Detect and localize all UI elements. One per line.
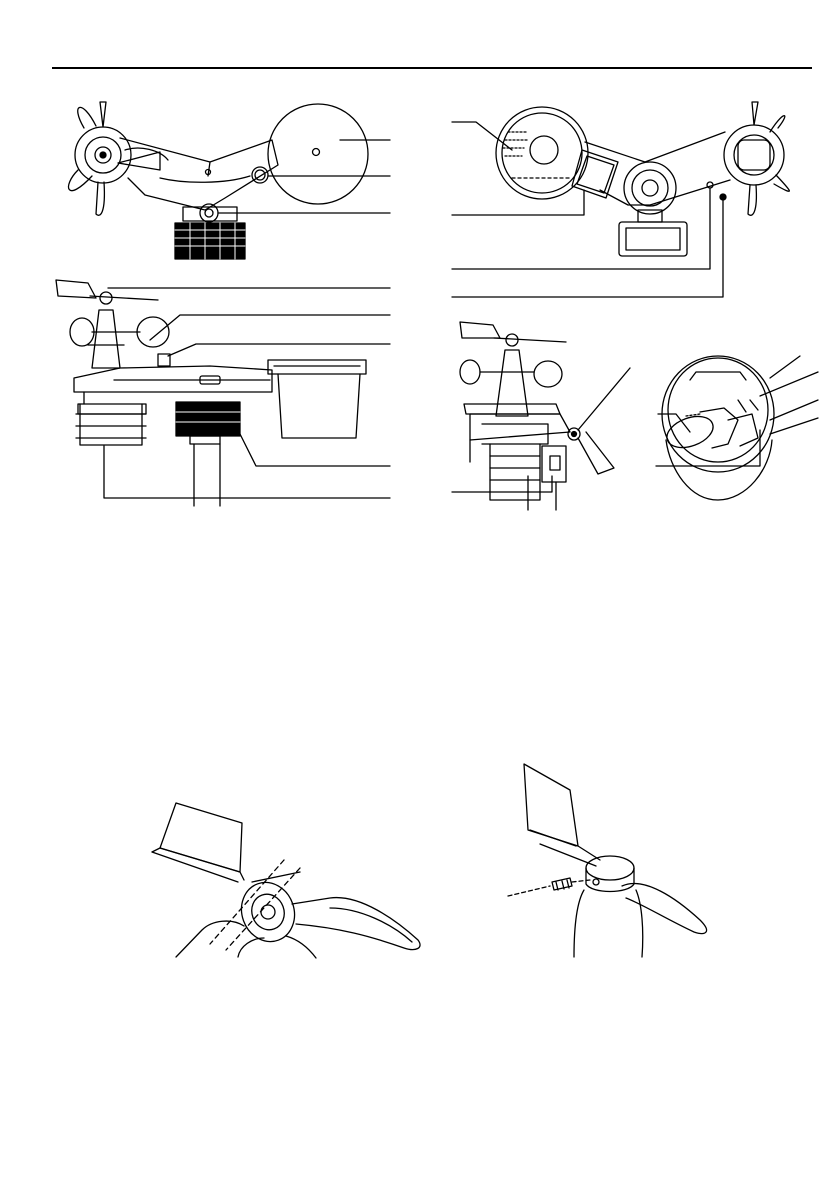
rain-gauge-side xyxy=(268,360,366,438)
sensor-button-icon xyxy=(252,167,268,183)
screw-icon xyxy=(508,878,590,896)
wind-vane-fin-2-icon xyxy=(524,764,600,866)
wind-cups-icon xyxy=(69,102,168,215)
wind-vane-fin-icon xyxy=(152,803,244,882)
rain-gauge-interior xyxy=(656,356,818,500)
callout-lines-side xyxy=(104,288,390,498)
wind-vane-pointer-2-icon xyxy=(622,884,707,934)
wind-cups-side xyxy=(70,317,169,347)
wind-vane-pointer-icon xyxy=(292,898,420,950)
rain-gauge-cylinder xyxy=(662,356,774,500)
sensor-mast-side xyxy=(88,310,170,368)
rain-gauge-tube xyxy=(760,372,818,434)
wind-vane-side xyxy=(56,280,158,304)
solar-panel-top xyxy=(175,204,245,259)
sensor-housing-side-2 xyxy=(470,414,614,500)
wind-vane-mounting xyxy=(152,803,420,958)
wind-vane-hub-2-icon xyxy=(586,856,634,892)
sensor-side-view xyxy=(56,280,390,506)
sensor-battery-side-view xyxy=(452,322,630,510)
wind-vane-side-2 xyxy=(460,322,566,387)
mounting-post-icon xyxy=(176,860,316,958)
radiation-shield-icon xyxy=(76,404,146,445)
rain-collector-bottom xyxy=(496,107,588,199)
sensor-bottom-view xyxy=(452,102,789,297)
wind-cups-bottom-icon xyxy=(724,102,789,215)
wind-vane-hub-icon xyxy=(233,872,302,949)
sensor-mast-side-2 xyxy=(464,350,560,416)
sensor-top-view xyxy=(69,102,390,259)
sensor-housing-side xyxy=(74,366,272,404)
tipping-bucket-icon xyxy=(663,400,758,453)
sensor-body-bottom xyxy=(585,132,730,256)
wind-vane-screw-fixing xyxy=(508,764,707,957)
solar-panel-side xyxy=(176,402,240,506)
solar-panel-bottom xyxy=(572,150,618,198)
rain-collector-top xyxy=(268,104,368,204)
